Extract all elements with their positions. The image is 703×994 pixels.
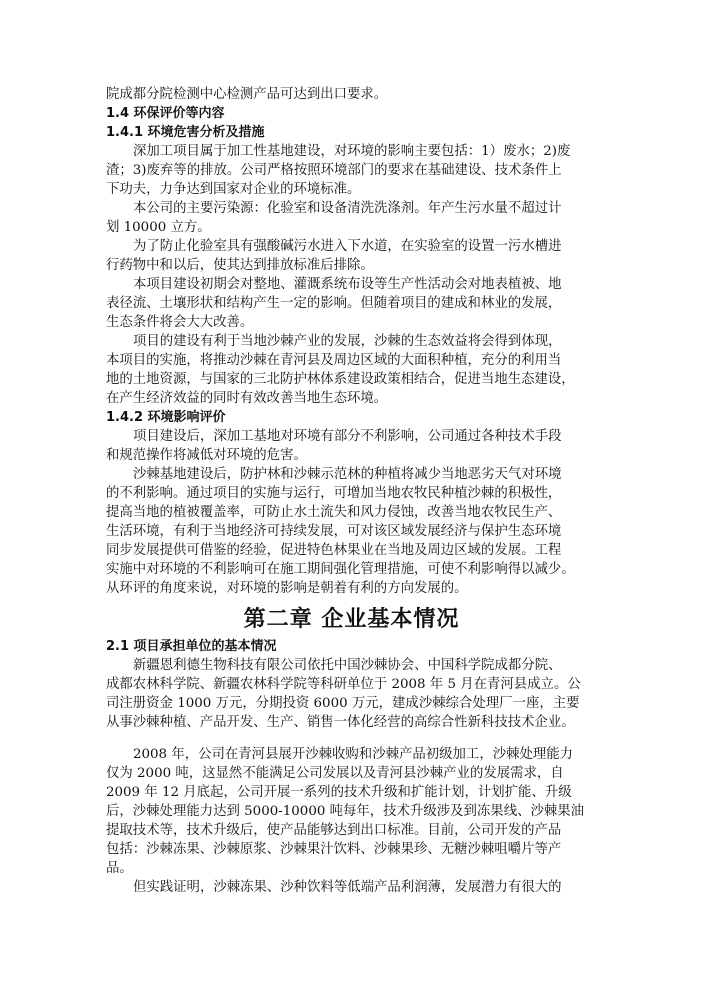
text-line: 沙棘基地建设后，防护林和沙棘示范林的种植将减少当地恶劣天气对环境 — [133, 467, 562, 482]
text-line: 表径流、土壤形状和结构产生一定的影响。但随着项目的建成和林业的发展， — [106, 296, 562, 311]
text-line: 渣；3)废弃等的排放。公司严格按照环境部门的要求在基础建设、技术条件上 — [106, 163, 562, 178]
text-line: 深加工项目属于加工性基地建设，对环境的影响主要包括：1）废水；2)废 — [133, 144, 571, 159]
text-line: 2009 年 12 月底起，公司开展一系列的技术升级和扩能计划，计划扩能、升级 — [106, 785, 572, 800]
text-line: 实施中对环境的不利影响可在施工期间强化管理措施，可使不利影响得以减少。 — [106, 562, 575, 577]
text-line: 但实践证明，沙棘冻果、沙种饮料等低端产品利润薄，发展潜力有很大的 — [133, 880, 562, 895]
text-line: 和规范操作将减低对环境的危害。 — [106, 448, 307, 463]
text-line: 2008 年，公司在青河县展开沙棘收购和沙棘产品初级加工，沙棘处理能力 — [133, 747, 574, 762]
text-line: 的不利影响。通过项目的实施与运行，可增加当地农牧民种植沙棘的积极性， — [106, 486, 562, 501]
text-line: 从环评的角度来说，对环境的影响是朝着有利的方向发展的。 — [106, 581, 468, 596]
text-line: 在产生经济效益的同时有效改善当地生态环境。 — [106, 391, 388, 406]
section-heading-2-1: 2.1 项目承担单位的基本情况 — [106, 639, 277, 654]
text-line: 地的土地资源，与国家的三北防护林体系建设政策相结合，促进当地生态建设， — [106, 372, 575, 387]
section-heading-1-4-2: 1.4.2 环境影响评价 — [106, 410, 226, 425]
text-line: 提取技术等，技术升级后，使产品能够达到出口标准。目前，公司开发的产品 — [106, 823, 562, 838]
text-line: 同步发展提供可借鉴的经验，促进特色林果业在当地及周边区域的发展。工程 — [106, 543, 562, 558]
section-heading-1-4: 1.4 环保评价等内容 — [106, 106, 225, 121]
text-line: 划 10000 立方。 — [106, 220, 211, 235]
text-line: 本项目的实施，将推动沙棘在青河县及周边区域的大面积种植，充分的利用当 — [106, 353, 562, 368]
text-line: 成都农林科学院、新疆农林科学院等科研单位于 2008 年 5 月在青河县成立。公 — [106, 677, 581, 692]
text-line: 生活环境，有利于当地经济可持续发展，可对该区域发展经济与保护生态环境 — [106, 524, 562, 539]
section-heading-1-4-1: 1.4.1 环境危害分析及措施 — [106, 125, 265, 140]
text-line: 包括：沙棘冻果、沙棘原浆、沙棘果汁饮料、沙棘果珍、无糖沙棘咀嚼片等产 — [106, 842, 562, 857]
text-line: 为了防止化验室具有强酸碱污水进入下水道，在实验室的设置一污水槽进 — [133, 239, 562, 254]
text-line: 院成都分院检测中心检测产品可达到出口要求。 — [106, 87, 388, 102]
text-line: 从事沙棘种植、产品开发、生产、销售一体化经营的高综合性新科技技术企业。 — [106, 715, 575, 730]
text-line: 生态条件将会大大改善。 — [106, 315, 254, 330]
text-line: 项目建设后，深加工基地对环境有部分不利影响，公司通过各种技术手段 — [133, 429, 562, 444]
text-line: 下功夫，力争达到国家对企业的环境标准。 — [106, 182, 361, 197]
text-line: 后，沙棘处理能力达到 5000-10000 吨每年，技术升级涉及到冻果线、沙棘果油 — [106, 804, 585, 819]
text-line: 司注册资金 1000 万元，分期投资 6000 万元，建成沙棘综合处理厂一座，主要 — [106, 696, 580, 711]
text-line: 本项目建设初期会对整地、灌溉系统布设等生产性活动会对地表植被、地 — [133, 277, 562, 292]
text-line: 仅为 2000 吨，这显然不能满足公司发展以及青河县沙棘产业的发展需求，自 — [106, 766, 564, 781]
text-line: 品。 — [106, 861, 133, 876]
text-line: 本公司的主要污染源：化验室和设备清洗洗涤剂。年产生污水量不超过计 — [133, 201, 562, 216]
text-line: 新疆恩利德生物科技有限公司依托中国沙棘协会、中国科学院成都分院、 — [133, 658, 562, 673]
text-line: 项目的建设有利于当地沙棘产业的发展，沙棘的生态效益将会得到体现， — [133, 334, 562, 349]
text-line: 提高当地的植被覆盖率，可防止水土流失和风力侵蚀，改善当地农牧民生产、 — [106, 505, 562, 520]
text-line: 行药物中和以后，使其达到排放标准后排除。 — [106, 258, 374, 273]
chapter-title: 第二章 企业基本情况 — [243, 606, 460, 632]
